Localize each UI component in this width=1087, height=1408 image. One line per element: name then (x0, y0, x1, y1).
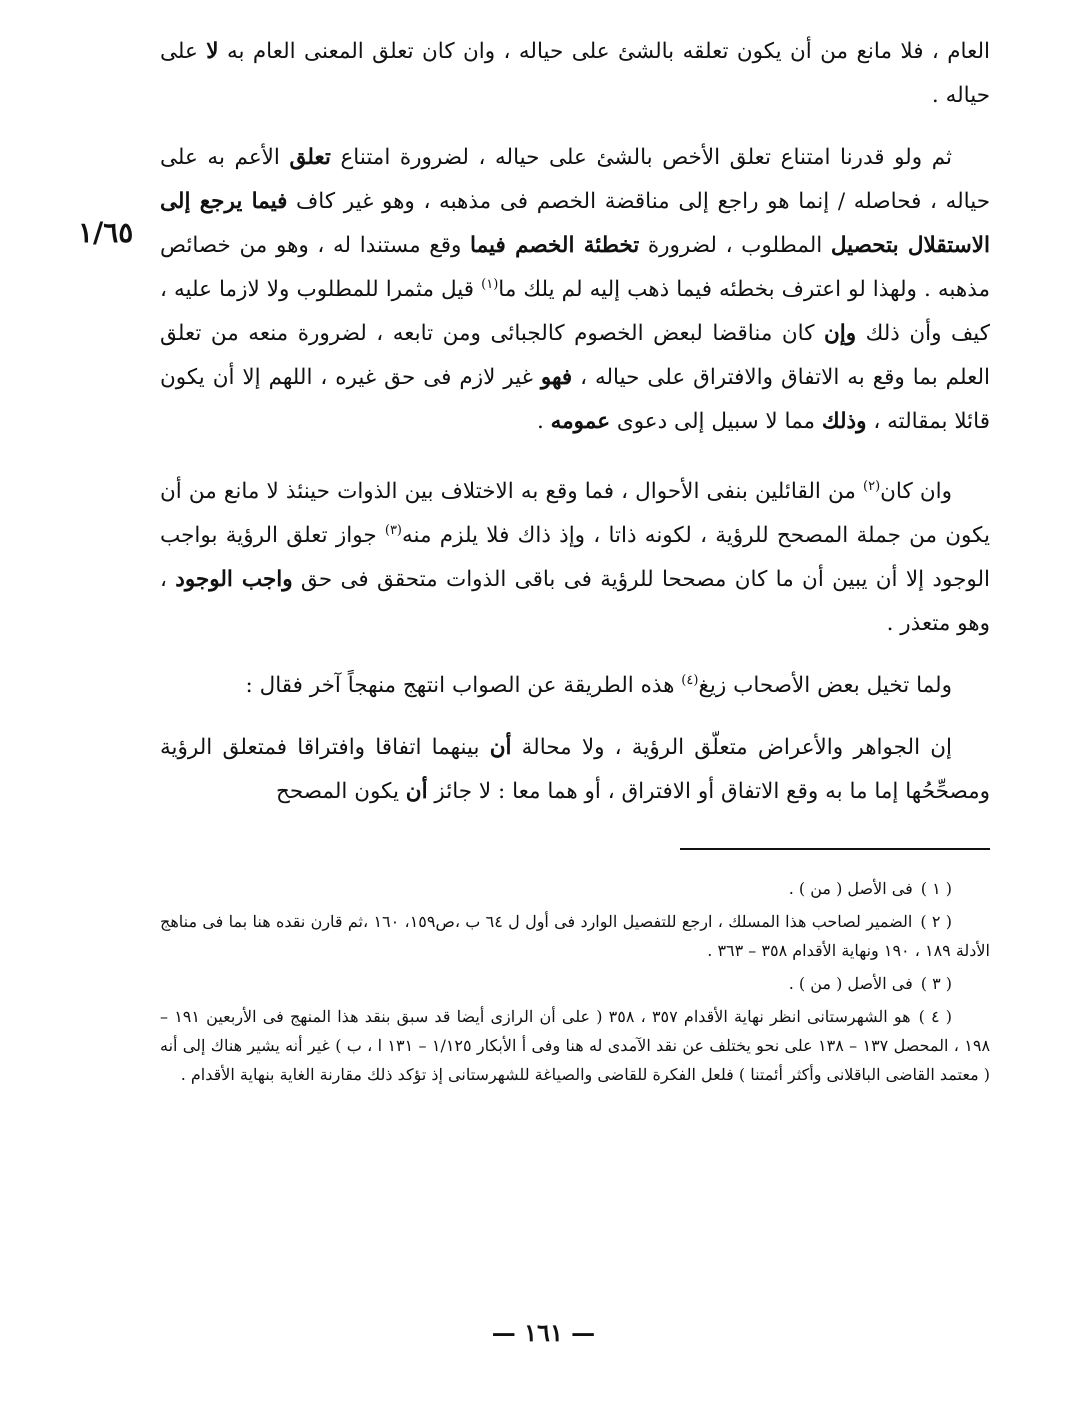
text-run: وان كان (880, 479, 952, 504)
paragraph (160, 664, 990, 708)
footnote-text: هو الشهرستانى انظر نهاية الأقدام ٣٥٧ ، ٣٥٨ ( على أن الرازى أيضا قد سبق بنقد هذا المنهج فى الأربعين ١٩١ – ١٩٨ ، المحصل ١٣٧ – ١٣٨ على نحو يختلف عن نقد الآمدى له هنا وفى أ الأبكار ١/١٢٥ – ١٣١ ا ، ب ) غير أنه يشير هناك إلى أنه ( معتمد القاضى الباقلانى وأكثر أئمتنا ) فلعل الفكرة للقاضى والصياغة للشهرستانى إذ تؤكد ذلك مقارنة الغاية بنهاية الأقدام . (160, 1007, 991, 1084)
footnote-marker: (٤) (681, 672, 699, 688)
bold-text-run: فيما يرجع إلى الاستقلال بتحصيل (160, 189, 990, 258)
bold-text-run: عمومه (550, 409, 611, 434)
footnote-marker: (٢) (863, 478, 881, 494)
footnote-number: ( ٢ ) (920, 912, 953, 931)
bold-text-run: تعلق (289, 145, 331, 170)
text-run: الأعم به على حياله ، فحاصله / إنما هو راجع إلى مناقضة الخصم فى مذهبه ، وهو غير كاف (160, 145, 990, 214)
footnote-number: ( ٣ ) (920, 974, 952, 993)
bold-text-run: أن (489, 735, 512, 760)
footnote-4 (160, 1002, 990, 1089)
text-run: يكون المصحح (276, 779, 406, 804)
footnote-2 (160, 907, 990, 965)
footnote-number: ( ٤ ) (918, 1007, 953, 1026)
text-run: . (536, 409, 551, 434)
footnote-marker: (١) (481, 276, 499, 292)
bold-text-run: واجب الوجود (175, 567, 293, 592)
footnote-marker: (٣) (384, 522, 402, 538)
bold-text-run: فهو (540, 365, 573, 390)
text-run: قيل مثمرا للمطلوب ولا لازما عليه ، كيف وأن ذلك (160, 277, 990, 346)
page-number: — ١٦١ — (491, 1318, 596, 1347)
paragraph (160, 726, 990, 814)
footnote-divider (680, 848, 990, 850)
text-run: هذه الطريقة عن الصواب انتهج منهجاً آخر فقال : (245, 673, 682, 698)
footnotes (160, 874, 990, 1089)
text-run: المطلوب ، لضرورة (639, 233, 831, 258)
text-run: مما لا سبيل إلى دعوى (610, 409, 822, 434)
footnote-3 (160, 969, 990, 998)
text-run: ، وهو متعذر . (160, 567, 990, 636)
bold-text-run: أن (405, 779, 428, 804)
paragraph (160, 30, 990, 118)
footnote-text: فى الأصل ( من ) . (788, 974, 913, 993)
text-run: إن الجواهر والأعراض متعلّق الرؤية ، ولا محالة (511, 735, 952, 760)
text-run: ثم ولو قدرنا امتناع تعلق الأخص بالشئ على حياله ، لضرورة امتناع (330, 145, 952, 170)
footnote-number: ( ١ ) (920, 879, 952, 898)
text-run: على حياله . (160, 39, 990, 108)
footnote-text: الضمير لصاحب هذا المسلك ، ارجع للتفصيل الوارد فى أول ل ٦٤ ب ،ص١٥٩، ١٦٠ ،ثم قارن نقده هنا بما فى مناهج الأدلة ١٨٩ ، ١٩٠ ونهاية الأقدام ٣٥٨ – ٣٦٣ . (160, 912, 990, 960)
text-run: وقع مستندا له ، وهو من خصائص مذهبه . ولهذا لو اعترف بخطئه فيما ذهب إليه لم يلك ما (160, 233, 990, 302)
text-run: العام ، فلا مانع من أن يكون تعلقه بالشئ على حياله ، وان كان تعلق المعنى العام به (218, 39, 990, 64)
paragraph (160, 136, 990, 444)
footnote-text: فى الأصل ( من ) . (788, 879, 913, 898)
footnote-1 (160, 874, 990, 903)
text-run: جواز تعلق الرؤية بواجب الوجود إلا أن يبين أن ما كان مصححا للرؤية فى باقى الذوات متحقق فى حق (160, 523, 990, 592)
bold-text-run: لا (206, 39, 219, 64)
text-run: من القائلين بنفى الأحوال ، فما وقع به الاختلاف بين الذوات حينئذ لا مانع من أن يكون من جملة المصحح للرؤية ، لكونه ذاتا ، وإذ ذاك فلا يلزم منه (160, 479, 990, 548)
document-page (160, 30, 990, 1400)
text-run: غير لازم فى حق غيره ، اللهم إلا أن يكون قائلا بمقالته ، (160, 365, 990, 434)
text-run: بينهما اتفاقا وافتراقا فمتعلق الرؤية ومصحِّحُها إما ما به وقع الاتفاق أو الافتراق ، أو هما معا : لا جائز (160, 735, 990, 804)
text-run: ولما تخيل بعض الأصحاب زيغ (698, 673, 952, 698)
margin-page-reference: ١/٦٥ (78, 216, 134, 249)
text-run: كان مناقضا لبعض الخصوم كالجبائى ومن تابعه ، لضرورة منعه من تعلق العلم بما وقع به الاتفاق والافتراق على حياله ، (160, 321, 990, 390)
body-text (160, 30, 990, 814)
bold-text-run: وذلك (821, 409, 867, 434)
bold-text-run: وإن (823, 321, 857, 346)
paragraph (160, 470, 990, 646)
bold-text-run: تخطئة الخصم فيما (470, 233, 640, 258)
